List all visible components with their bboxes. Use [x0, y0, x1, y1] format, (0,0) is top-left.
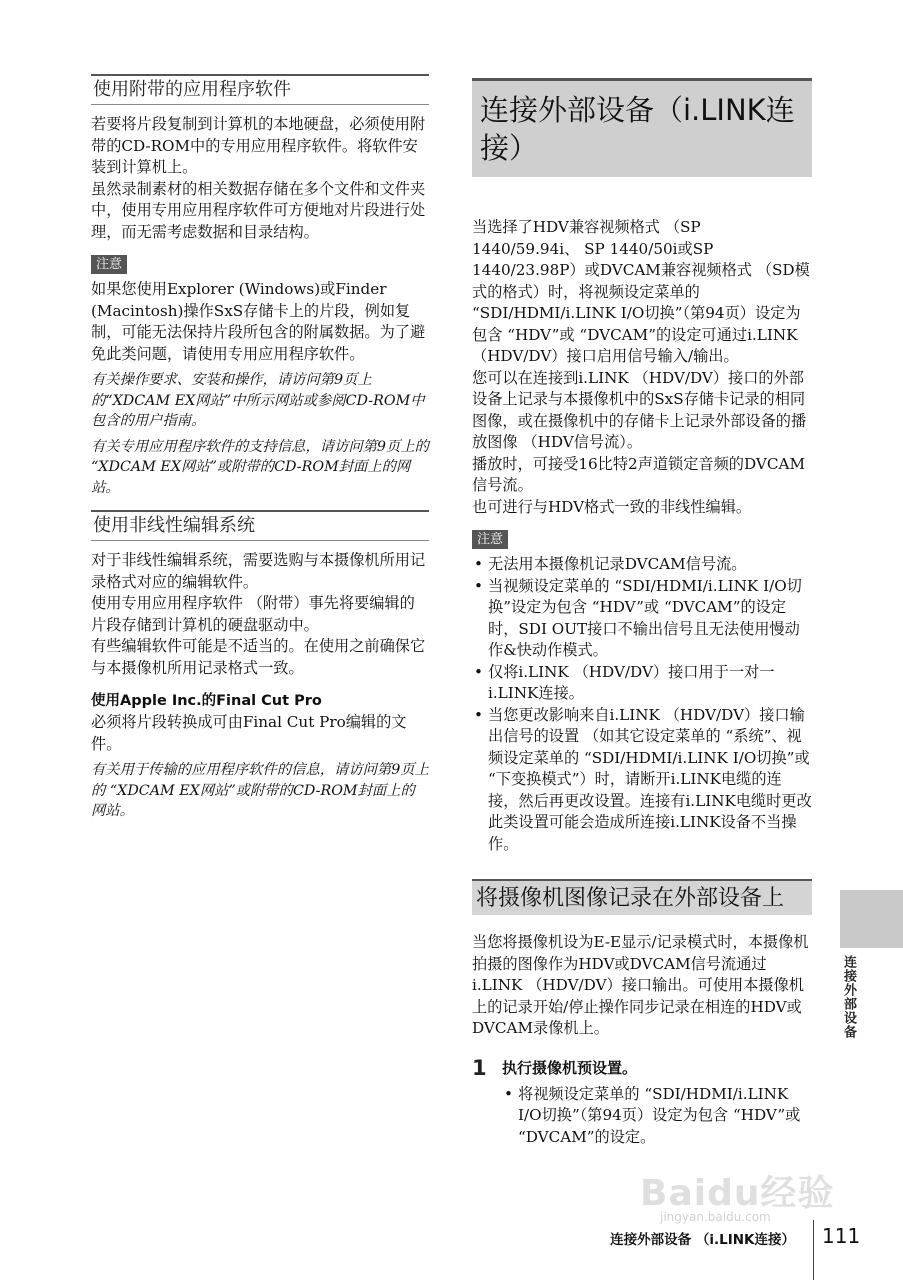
baidu-watermark-url: jingyan.baidu.com [660, 1210, 771, 1224]
subheading-final-cut-pro: 使用Apple Inc.的Final Cut Pro [91, 693, 322, 709]
note-label: 注意 [472, 530, 508, 549]
paragraph: 对于非线性编辑系统，需要选购与本摄像机所用记录格式对应的编辑软件。 [91, 551, 426, 591]
list-item: • 当您更改影响来自i.LINK （HDV/DV）接口输出信号的设置 （如其它设定菜单的 “系统”、视频设定菜单的 “SDI/HDMI/i.LINK I/O切换”或 “下变换模式”）时，请断开i.LINK电缆的连接，然后再更改设置。连接有i.LINK电缆时更改此类设置可能会造成所连接i.LINK设备不当操作。 [472, 705, 812, 856]
step-bullets [502, 1084, 812, 1149]
paragraph: 使用专用应用程序软件 （附带）事先将要编辑的片段存储到计算机的硬盘驱动中。 [91, 594, 415, 634]
page-number: 111 [822, 1224, 861, 1248]
step-1 [472, 1056, 812, 1080]
list-item: • 仅将i.LINK （HDV/DV）接口用于一对一i.LINK连接。 [472, 662, 812, 705]
chapter-tab [840, 890, 903, 948]
paragraph: 虽然录制素材的相关数据存储在多个文件和文件夹中，使用专用应用程序软件可方便地对片段进行处理，而无需考虑数据和目录结构。 [91, 179, 426, 241]
paragraph: 当您将摄像机设为E-E显示/记录模式时，本摄像机拍摄的图像作为HDV或DVCAM信号流通过i.LINK （HDV/DV）接口输出。可使用本摄像机上的记录开始/停止操作同步记录在相连的HDV或DVCAM录像机上。 [472, 933, 809, 1037]
right-column [472, 78, 812, 1148]
reference-note: 有关用于传输的应用程序软件的信息，请访问第9页上的 “XDCAM EX网站”或附带的CD-ROM封面上的网站。 [91, 762, 429, 819]
reference-note: 有关专用应用程序软件的支持信息，请访问第9页上的 “XDCAM EX网站”或附带的CD-ROM封面上的网站。 [91, 438, 429, 496]
list-item: • 将视频设定菜单的 “SDI/HDMI/i.LINK I/O切换”（第94页）设定为包含 “HDV”或 “DVCAM”的设定。 [502, 1084, 812, 1149]
paragraph: 有些编辑软件可能是不适当的。在使用之前确保它与本摄像机所用记录格式一致。 [91, 637, 426, 677]
list-item: • 当视频设定菜单的 “SDI/HDMI/i.LINK I/O切换”设定为包含 “HDV”或 “DVCAM”的设定时，SDI OUT接口不输出信号且无法使用慢动作&快动作模式。 [472, 576, 812, 662]
paragraph: 播放时，可接受16比特2声道锁定音频的DVCAM信号流。 [472, 454, 806, 494]
step-text: 执行摄像机预设置。 [502, 1058, 638, 1077]
note-list [472, 554, 812, 855]
section-heading-bundled-software: 使用附带的应用程序软件 [91, 74, 429, 105]
section-heading-nonlinear-editing: 使用非线性编辑系统 [91, 510, 429, 541]
paragraph: 若要将片段复制到计算机的本地硬盘，必须使用附带的CD-ROM中的专用应用程序软件。将软件安装到计算机上。 [91, 115, 426, 176]
list-item: • 无法用本摄像机记录DVCAM信号流。 [472, 554, 812, 576]
chapter-tab-label: 连接外部设备 [841, 955, 856, 1039]
footer-section-title: 连接外部设备 （i.LINK连接） [610, 1232, 795, 1248]
step-number: 1 [472, 1055, 487, 1080]
paragraph: 当选择了HDV兼容视频格式 （SP 1440/59.94i、 SP 1440/50i或SP 1440/23.98P）或DVCAM兼容视频格式 （SD模式的格式）时，将视频设定菜单的 “SDI/HDMI/i.LINK I/O切换”（第94页）设定为包含 “HDV”或 “DVCAM”的设定可通过i.LINK （HDV/DV）接口启用信号输入/输出。 [472, 218, 810, 365]
chapter-title: 连接外部设备（i.LINK连接） [472, 78, 812, 177]
reference-note: 有关操作要求、安装和操作，请访问第9页上的“XDCAM EX网站”中所示网站或参阅CD-ROM中包含的用户指南。 [91, 372, 425, 429]
footer-divider [813, 1220, 814, 1280]
paragraph: 您可以在连接到i.LINK （HDV/DV）接口的外部设备上记录与本摄像机中的SxS存储卡记录的相同图像，或在摄像机中的存储卡上记录外部设备的播放图像 （HDV信号流）。 [472, 368, 807, 451]
baidu-watermark: Baidu经验 [640, 1173, 835, 1214]
note-text: 如果您使用Explorer (Windows)或Finder (Macintosh)操作SxS存储卡上的片段，例如复制，可能无法保持片段所包含的附属数据。为了避免此类问题，请使用专用应用程序软件。 [91, 280, 426, 363]
section-title-record-external: 将摄像机图像记录在外部设备上 [472, 879, 812, 915]
paragraph: 也可进行与HDV格式一致的非线性编辑。 [472, 497, 752, 516]
note-label: 注意 [91, 255, 127, 274]
left-column [91, 74, 429, 822]
paragraph: 必须将片段转换成可由Final Cut Pro编辑的文件。 [91, 713, 407, 753]
